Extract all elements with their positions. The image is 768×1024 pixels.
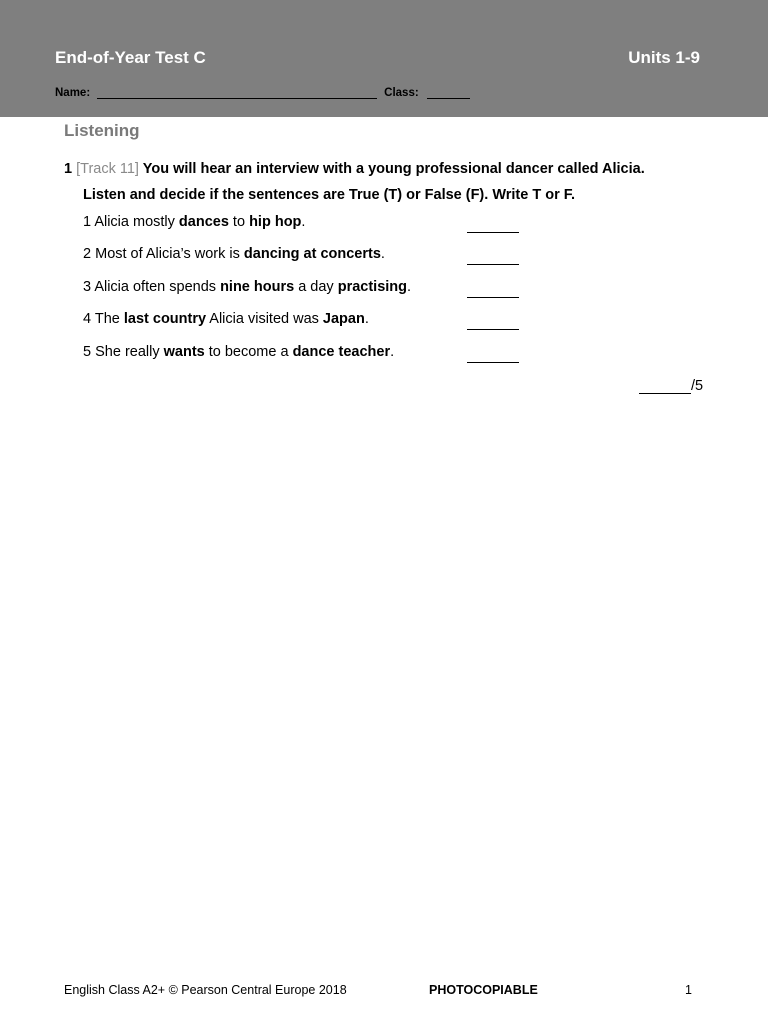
statement-bold: dancing at concerts: [243, 246, 381, 262]
footer-copyright: English Class A2+ © Pearson Central Europe 2018: [64, 983, 347, 997]
score-blank[interactable]: [639, 379, 691, 394]
statement-bold: nine hours: [220, 279, 295, 295]
instruction-line-1: You will hear an interview with a young professional dancer called Alicia.: [142, 161, 645, 177]
statement-4: [83, 311, 369, 327]
statement-bold: practising: [337, 279, 408, 295]
statement-2: [83, 246, 385, 262]
statement-text: .: [390, 344, 395, 360]
score-total: /5: [691, 378, 704, 394]
answer-blank-5[interactable]: [467, 346, 519, 363]
statement-text: Most of Alicia’s work is: [95, 246, 244, 262]
question-number: 1: [64, 161, 73, 177]
statement-text: to become a: [204, 344, 293, 360]
answer-blank-2[interactable]: [467, 248, 519, 265]
class-field-line[interactable]: [427, 86, 470, 99]
statement-number: 4: [83, 311, 92, 327]
statement-bold: wants: [163, 344, 205, 360]
answer-blank-1[interactable]: [467, 216, 519, 233]
statement-number: 1: [83, 214, 92, 230]
header-band: [0, 0, 768, 117]
statement-text: to: [228, 214, 250, 230]
statement-bold: dances: [178, 214, 229, 230]
class-label: Class:: [384, 87, 419, 99]
instruction-line-2: Listen and decide if the sentences are True (T) or False (F). Write T or F.: [83, 187, 576, 203]
statement-text: Alicia often spends: [94, 279, 221, 295]
statement-text: .: [364, 311, 369, 327]
statement-text: .: [407, 279, 412, 295]
test-title: End-of-Year Test C: [55, 48, 206, 67]
answer-blank-4[interactable]: [467, 313, 519, 330]
statement-3: [83, 279, 411, 295]
statement-bold: last country: [123, 311, 207, 327]
statement-text: The: [94, 311, 124, 327]
statement-bold: dance teacher: [292, 344, 391, 360]
page-number: 1: [685, 983, 692, 997]
statement-1: [83, 214, 305, 230]
question-instructions: [64, 156, 714, 208]
statement-bold: Japan: [322, 311, 365, 327]
name-class-row: [55, 86, 470, 99]
section-title: Listening: [64, 121, 140, 140]
answer-blank-3[interactable]: [467, 281, 519, 298]
statement-bold: hip hop: [249, 214, 302, 230]
statement-number: 3: [83, 279, 92, 295]
track-reference: [Track 11]: [76, 161, 139, 177]
statement-text: a day: [294, 279, 338, 295]
score-box: [639, 378, 703, 394]
statement-number: 2: [83, 246, 92, 262]
footer-photocopiable: PHOTOCOPIABLE: [429, 983, 538, 997]
statement-text: .: [301, 214, 306, 230]
statement-text: .: [380, 246, 385, 262]
statement-5: [83, 344, 394, 360]
statement-text: Alicia mostly: [94, 214, 179, 230]
units-title: Units 1-9: [628, 48, 700, 67]
name-label: Name:: [55, 87, 91, 99]
name-field-line[interactable]: [97, 86, 377, 99]
statement-number: 5: [83, 344, 92, 360]
statement-text: She really: [95, 344, 164, 360]
statement-text: Alicia visited was: [206, 311, 323, 327]
